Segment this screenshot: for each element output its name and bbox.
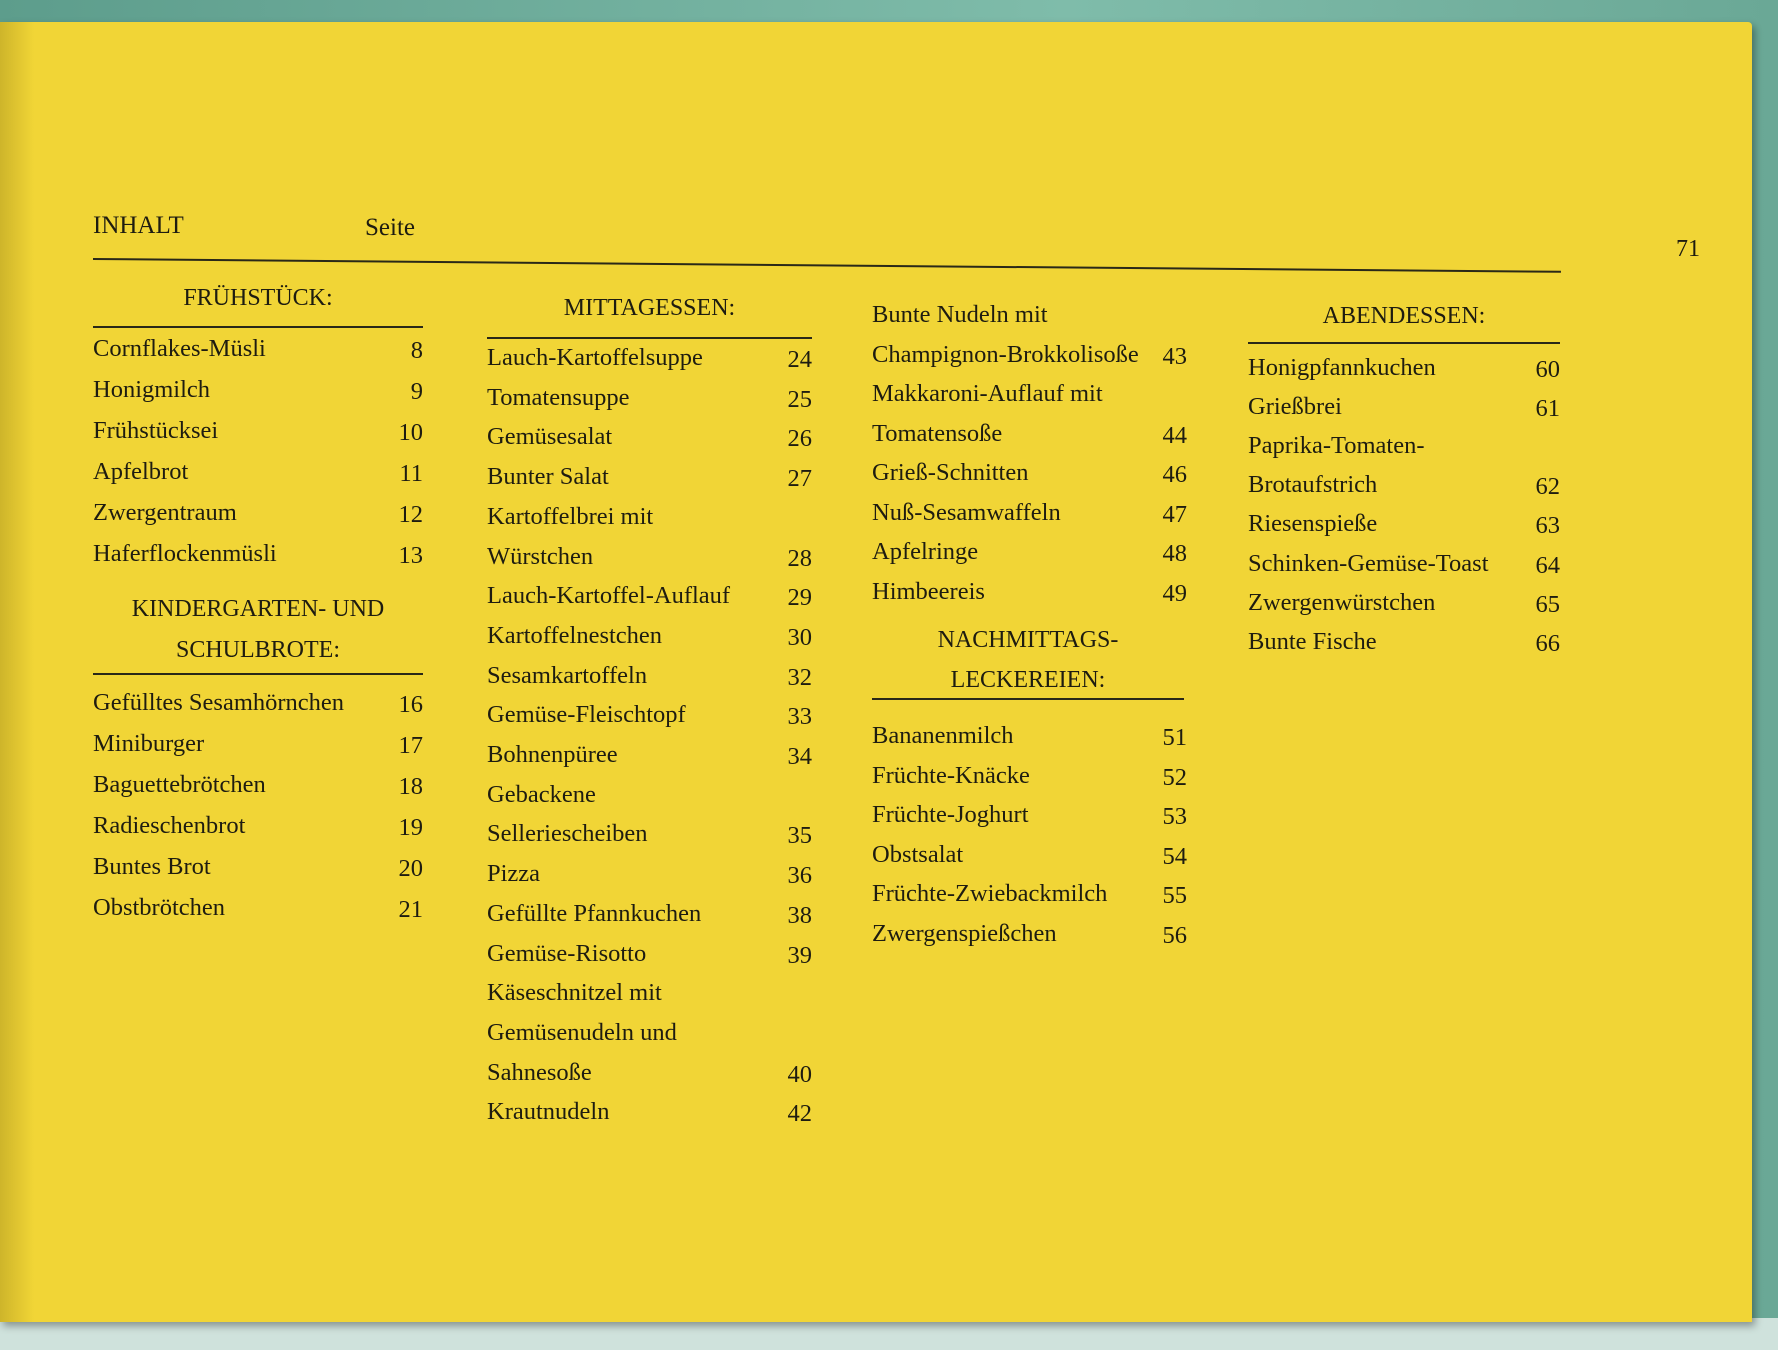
toc-entry-page: 21 xyxy=(398,895,423,923)
toc-entry-page: 17 xyxy=(398,731,423,759)
section-heading: ABENDESSEN: xyxy=(1322,303,1486,329)
toc-entry-title: Brotaufstrich xyxy=(1248,471,1378,499)
page-column-label: Seite xyxy=(365,214,415,241)
toc-entry-title: Bunte Fische xyxy=(1248,627,1377,655)
toc-entry-page: 55 xyxy=(1162,882,1187,909)
toc-entry-page: 39 xyxy=(787,941,812,969)
toc-entry-title: Pizza xyxy=(487,860,541,888)
toc-entry-title: Obstbrötchen xyxy=(93,893,225,921)
toc-entry-page: 53 xyxy=(1162,803,1187,830)
toc-entry-title: Käseschnitzel mit xyxy=(487,979,662,1007)
toc-entry-title: Bananenmilch xyxy=(872,722,1014,749)
toc-entry-page: 25 xyxy=(787,385,812,413)
toc-entry-page: 38 xyxy=(787,901,812,929)
table-surface xyxy=(0,1318,1778,1350)
section-heading: MITTAGESSEN: xyxy=(563,295,736,321)
toc-entry-page: 10 xyxy=(398,418,423,446)
toc-entry-title: Tomatensoße xyxy=(872,419,1003,447)
toc-entry-page: 13 xyxy=(398,541,423,569)
toc-entry-page: 44 xyxy=(1162,421,1187,449)
book-page xyxy=(0,22,1752,1322)
toc-entry-title: Bohnenpüree xyxy=(487,741,618,768)
toc-entry-page: 20 xyxy=(398,854,423,882)
toc-entry-page: 27 xyxy=(787,465,812,493)
section-heading: FRÜHSTÜCK: xyxy=(183,285,333,311)
toc-entry-title: Honigpfannkuchen xyxy=(1248,354,1436,381)
toc-entry-title: Zwergenwürstchen xyxy=(1248,588,1436,616)
toc-entry-title: Baguettebrötchen xyxy=(93,770,266,798)
toc-entry-title: Makkaroni-Auflauf mit xyxy=(872,380,1103,407)
toc-entry-page: 12 xyxy=(398,500,423,528)
toc-entry-page: 64 xyxy=(1535,551,1560,579)
section-heading: SCHULBROTE: xyxy=(175,637,340,663)
toc-entry-page: 51 xyxy=(1162,724,1187,751)
toc-entry-title: Würstchen xyxy=(487,542,594,570)
toc-entry-title: Frühstücksei xyxy=(93,416,219,444)
page-number: 71 xyxy=(1676,236,1700,262)
toc-entry-title: Buntes Brot xyxy=(93,852,211,880)
toc-entry-page: 19 xyxy=(398,813,423,841)
section-heading: KINDERGARTEN- UND xyxy=(131,596,385,622)
toc-entry-title: Bunter Salat xyxy=(487,463,609,491)
toc-entry-title: Apfelbrot xyxy=(93,457,189,485)
toc-entry-page: 46 xyxy=(1162,461,1187,488)
toc-entry-title: Bunte Nudeln mit xyxy=(872,301,1048,328)
toc-entry-title: Nuß-Sesamwaffeln xyxy=(872,498,1061,526)
toc-entry-title: Zwergentraum xyxy=(93,498,237,526)
section-heading-rule xyxy=(93,673,423,675)
toc-entry-title: Schinken-Gemüse-Toast xyxy=(1248,549,1489,577)
toc-entry-title: Tomatensuppe xyxy=(487,383,630,411)
page-gutter-shadow xyxy=(0,22,34,1322)
toc-entry-title: Gemüse-Fleischtopf xyxy=(487,701,686,729)
toc-entry-title: Zwergenspießchen xyxy=(872,919,1057,947)
toc-entry-page: 49 xyxy=(1162,579,1187,607)
toc-entry-title: Lauch-Kartoffelsuppe xyxy=(487,344,703,371)
toc-entry-title: Haferflockenmüsli xyxy=(93,539,277,567)
toc-entry-title: Obstsalat xyxy=(872,840,964,868)
toc-entry-title: Kartoffelbrei mit xyxy=(487,502,654,530)
toc-entry-page: 47 xyxy=(1162,500,1187,528)
toc-entry-title: Himbeereis xyxy=(872,577,985,605)
toc-entry-page: 61 xyxy=(1535,395,1560,423)
toc-entry-page: 26 xyxy=(787,425,812,453)
toc-entry-title: Miniburger xyxy=(93,729,205,757)
toc-entry-title: Grieß-Schnitten xyxy=(872,459,1029,486)
toc-entry-title: Radieschenbrot xyxy=(93,811,246,839)
contents-title: INHALT xyxy=(93,212,184,239)
toc-entry-title: Früchte-Joghurt xyxy=(872,801,1029,828)
toc-entry-title: Paprika-Tomaten- xyxy=(1248,432,1425,460)
toc-entry-title: Cornflakes-Müsli xyxy=(93,335,266,362)
toc-entry-page: 40 xyxy=(787,1060,812,1088)
toc-entry-page: 48 xyxy=(1162,540,1187,567)
toc-entry-page: 11 xyxy=(399,459,423,487)
toc-entry-page: 33 xyxy=(787,703,812,731)
toc-entry-title: Sahnesoße xyxy=(487,1058,592,1086)
toc-entry-title: Riesenspieße xyxy=(1248,510,1378,538)
toc-entry-title: Gefülltes Sesamhörnchen xyxy=(93,689,345,716)
toc-entry-title: Früchte-Zwiebackmilch xyxy=(872,880,1108,907)
section-heading: NACHMITTAGS- xyxy=(937,627,1119,653)
toc-entry-page: 30 xyxy=(787,623,812,651)
toc-entry-page: 54 xyxy=(1162,842,1187,870)
toc-entry-title: Gebackene xyxy=(487,780,596,808)
toc-entry-title: Apfelringe xyxy=(872,538,979,565)
toc-entry-page: 63 xyxy=(1535,512,1560,540)
toc-entry-page: 28 xyxy=(787,544,812,572)
section-heading-rule xyxy=(93,326,423,328)
header-rule xyxy=(93,258,1561,273)
toc-entry-title: Gemüse-Risotto xyxy=(487,939,647,967)
toc-entry-page: 56 xyxy=(1162,921,1187,949)
section-heading-rule xyxy=(872,698,1184,700)
toc-entry-page: 65 xyxy=(1535,590,1560,618)
toc-entry-page: 35 xyxy=(787,822,812,850)
toc-entry-title: Champignon-Brokkolisoße xyxy=(872,340,1139,368)
toc-entry-title: Selleriescheiben xyxy=(487,820,648,848)
toc-entry-title: Sesamkartoffeln xyxy=(487,661,648,689)
toc-entry-title: Kartoffelnestchen xyxy=(487,621,663,649)
toc-entry-title: Honigmilch xyxy=(93,375,211,403)
toc-entry-title: Gemüsenudeln und xyxy=(487,1018,677,1046)
toc-entry-title: Gefüllte Pfannkuchen xyxy=(487,899,702,927)
toc-entry-page: 52 xyxy=(1162,763,1187,791)
toc-entry-title: Grießbrei xyxy=(1248,393,1342,421)
toc-entry-page: 16 xyxy=(398,691,423,718)
section-heading-rule xyxy=(487,337,812,339)
toc-entry-page: 18 xyxy=(398,772,423,800)
toc-entry-page: 9 xyxy=(410,377,423,405)
toc-entry-page: 62 xyxy=(1535,473,1560,501)
toc-entry-page: 60 xyxy=(1535,356,1560,383)
toc-entry-page: 36 xyxy=(787,862,812,890)
section-heading-rule xyxy=(1248,342,1560,344)
toc-entry-page: 66 xyxy=(1535,629,1560,657)
toc-entry-title: Krautnudeln xyxy=(487,1098,610,1126)
toc-entry-page: 42 xyxy=(787,1100,812,1128)
toc-entry-title: Früchte-Knäcke xyxy=(872,761,1030,789)
toc-entry-page: 24 xyxy=(787,346,812,373)
toc-entry-page: 34 xyxy=(787,743,812,770)
section-heading: LECKEREIEN: xyxy=(950,667,1106,693)
toc-entry-page: 43 xyxy=(1162,342,1187,370)
toc-entry-page: 29 xyxy=(787,584,812,612)
toc-entry-page: 32 xyxy=(787,663,812,691)
toc-entry-title: Lauch-Kartoffel-Auflauf xyxy=(487,582,731,610)
toc-entry-title: Gemüsesalat xyxy=(487,423,613,451)
toc-entry-page: 8 xyxy=(410,337,423,364)
